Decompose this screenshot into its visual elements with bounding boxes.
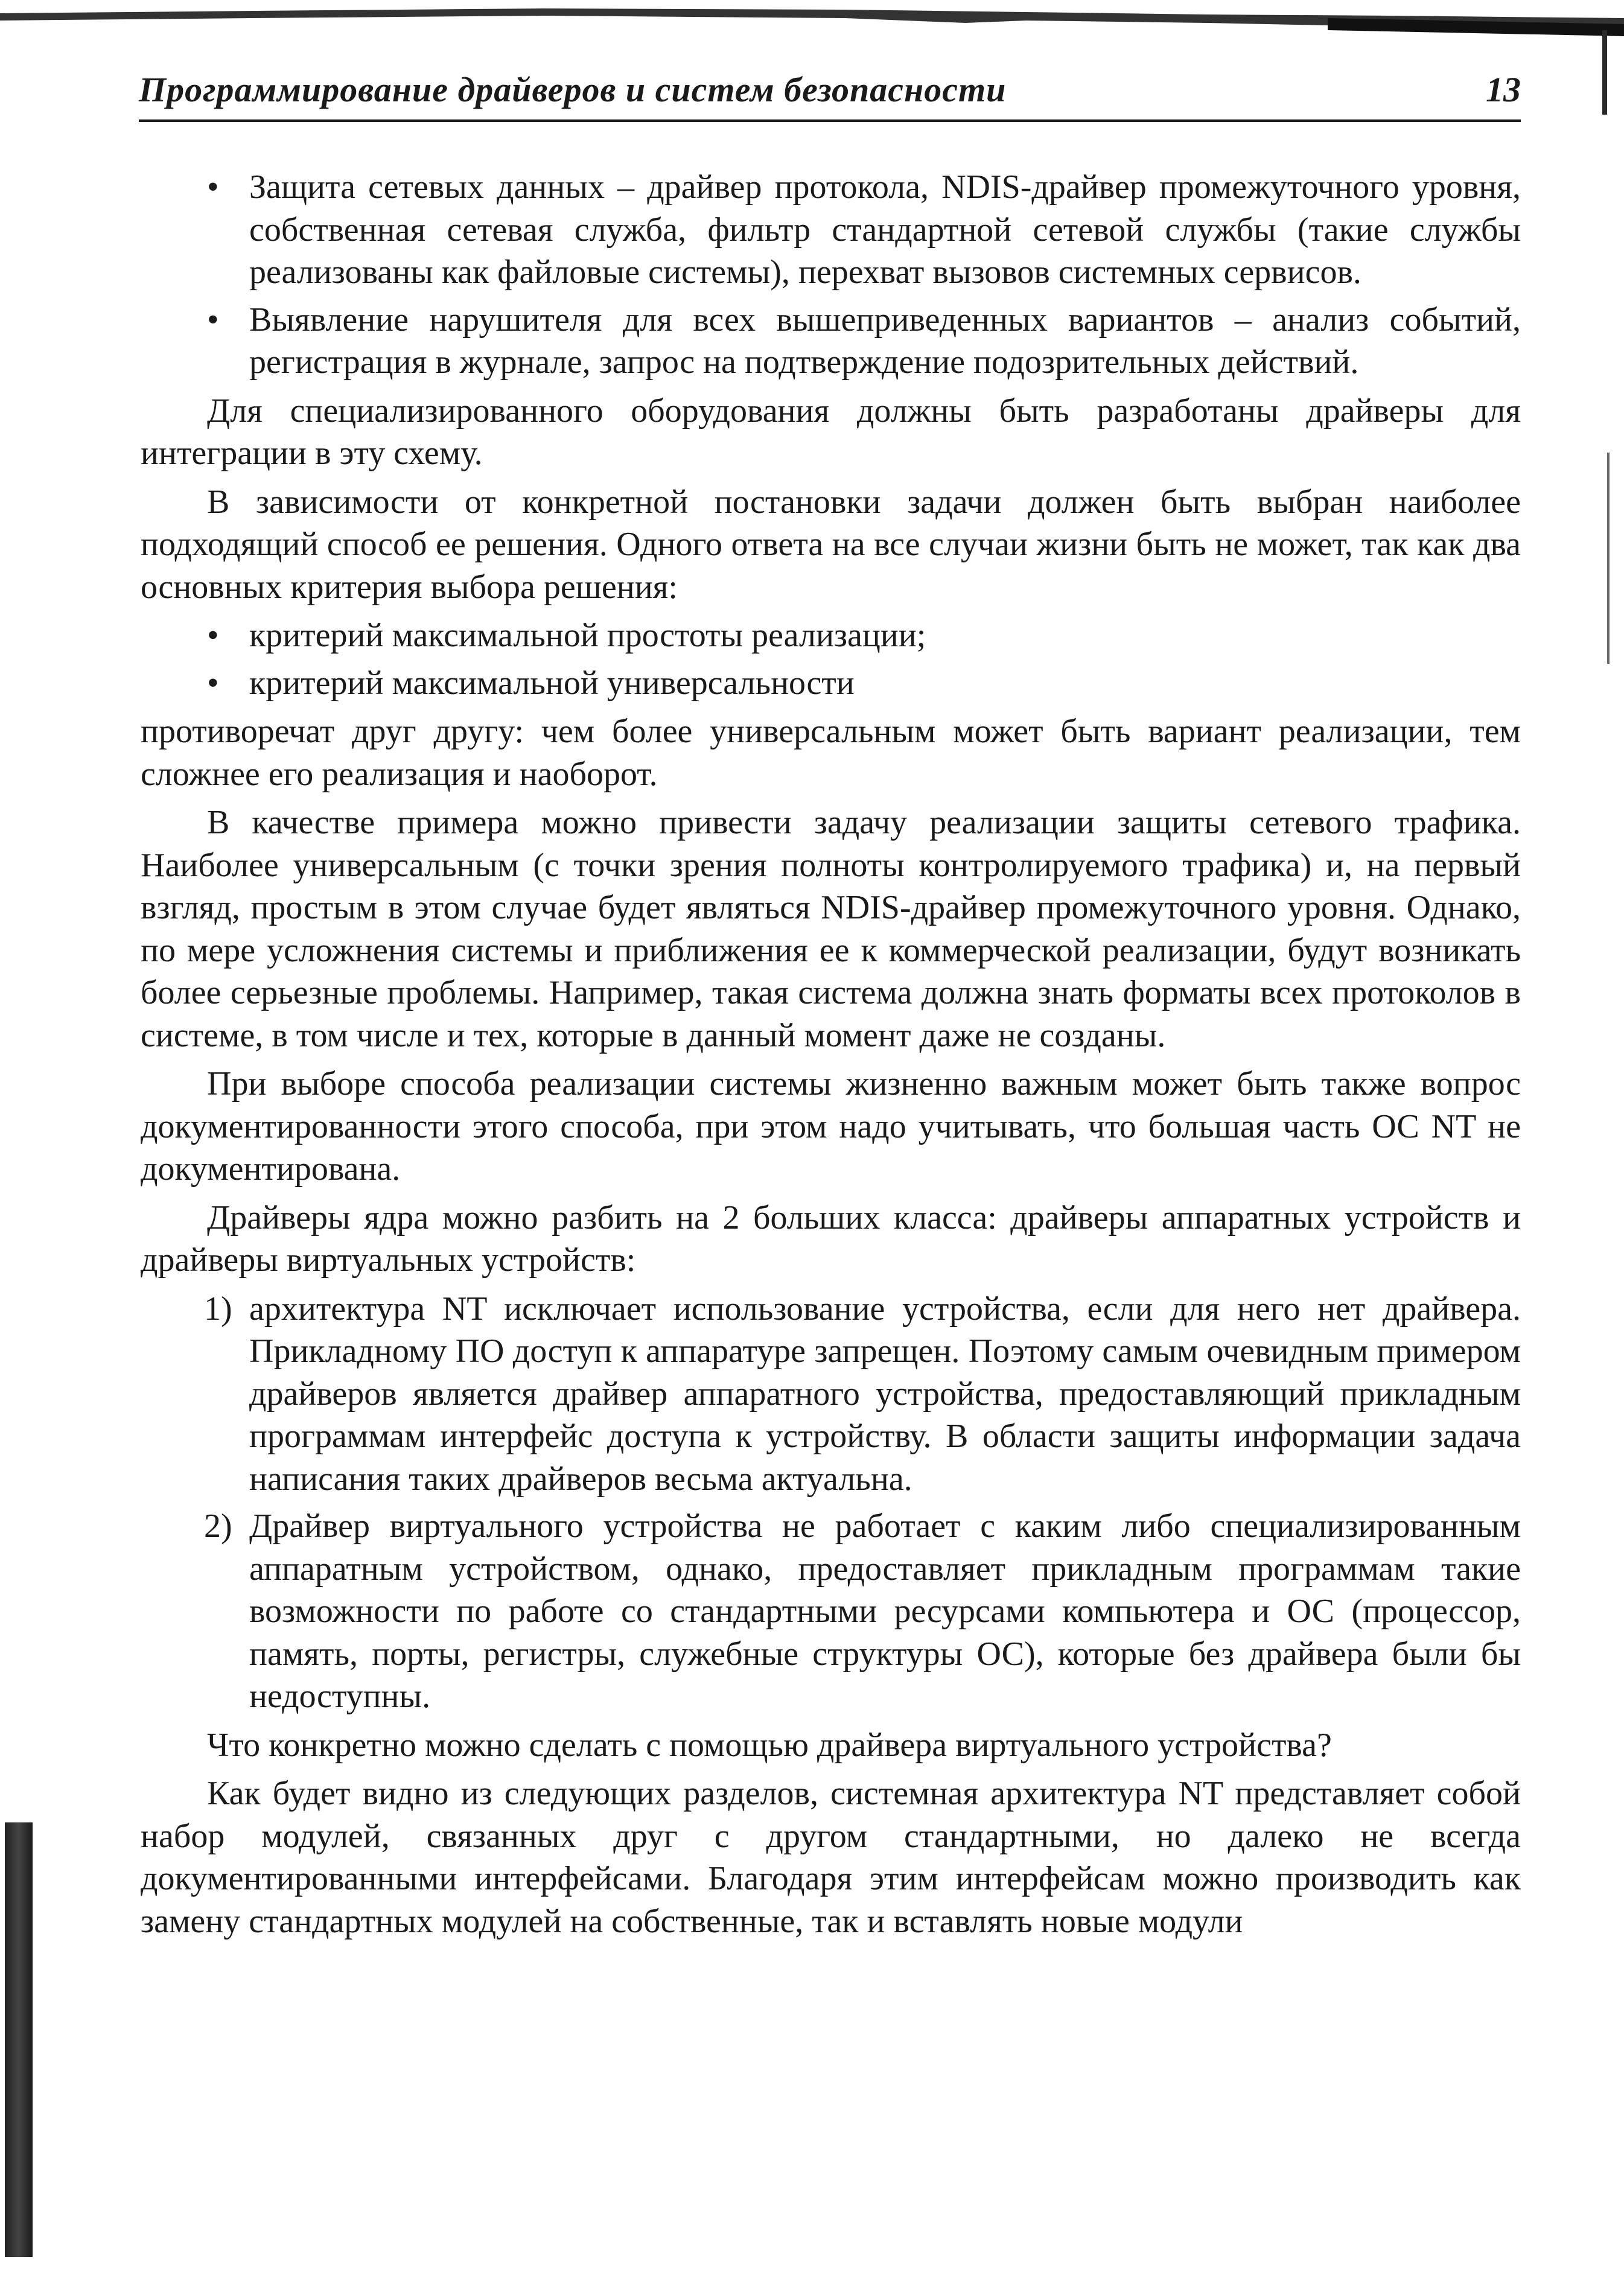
list-item bbox=[141, 1505, 1521, 1718]
scan-edge-top bbox=[0, 0, 1624, 36]
bullet-icon: • bbox=[207, 301, 219, 339]
page-body bbox=[141, 166, 1521, 1949]
list-item-text: критерий максимальной универсальности bbox=[249, 664, 855, 702]
paragraph: В зависимости от конкретной постановки задачи должен быть выбран наиболее подходящий способ ее решения. Одного ответа на все случаи жизни быть не может, так как два основных критерия выбора решения: bbox=[141, 483, 1521, 606]
list-item bbox=[141, 1288, 1521, 1501]
list-item-text: критерий максимальной простоты реализации; bbox=[249, 617, 926, 654]
paragraph: При выборе способа реализации системы жизненно важным может быть также вопрос документированности этого способа, при этом надо учитывать, что большая часть ОС NT не документирована. bbox=[141, 1065, 1521, 1188]
bullet-list-protection bbox=[141, 166, 1521, 384]
paragraph: В качестве примера можно привести задачу реализации защиты сетевого трафика. Наиболее универсальным (с точки зрения полноты контролируемого трафика) и, на первый взгляд, простым в этом случае будет являться NDIS-драйвер промежуточного уровня. Однако, по мере усложнения системы и приближения ее к коммерческой реализации, будут возникать более серьезные проблемы. Например, такая система должна знать форматы всех протоколов в системе, в том числе и тех, которые в данный момент даже не созданы. bbox=[141, 804, 1521, 1054]
list-item bbox=[141, 614, 1521, 657]
bullet-list-criteria bbox=[141, 614, 1521, 704]
scan-edge-right bbox=[1602, 30, 1607, 115]
list-number: 1) bbox=[204, 1290, 232, 1328]
list-item-text: Выявление нарушителя для всех вышеприведенных вариантов – анализ событий, регистрация в журнале, запрос на подтверждение подозрительных действий. bbox=[249, 301, 1521, 381]
numbered-list-driver-classes bbox=[141, 1288, 1521, 1718]
list-item bbox=[141, 166, 1521, 294]
bullet-icon: • bbox=[207, 617, 219, 654]
list-number: 2) bbox=[204, 1507, 232, 1545]
paragraph: Для специализированного оборудования должны быть разработаны драйверы для интеграции в эту схему. bbox=[141, 392, 1521, 472]
running-title: Программирование драйверов и систем безопасности bbox=[139, 70, 1007, 109]
list-item-text: Драйвер виртуального устройства не работает с каким либо специализированным аппаратным устройством, однако, предоставляет прикладным программам такие возможности по работе со стандартными ресурсами компьютера и ОС (процессор, память, порты, регистры, служебные структуры ОС), которые без драйвера были бы недоступны. bbox=[249, 1507, 1521, 1715]
paragraph: Что конкретно можно сделать с помощью драйвера виртуального устройства? bbox=[207, 1726, 1332, 1764]
page-number: 13 bbox=[1486, 70, 1521, 109]
paragraph: противоречат друг другу: чем более универсальным может быть вариант реализации, тем сложнее его реализация и наоборот. bbox=[141, 713, 1521, 793]
scan-edge-right-margin bbox=[1607, 453, 1610, 664]
scan-edge-left bbox=[5, 1822, 33, 2257]
list-item bbox=[141, 662, 1521, 705]
paragraph: Драйверы ядра можно разбить на 2 больших класса: драйверы аппаратных устройств и драйверы виртуальных устройств: bbox=[141, 1198, 1521, 1279]
header-rule bbox=[139, 119, 1521, 122]
list-item-text: архитектура NT исключает использование устройства, если для него нет драйвера. Прикладному ПО доступ к аппаратуре запрещен. Поэтому самым очевидным примером драйверов является драйвер аппаратного устройства, предоставляющий прикладным программам интерфейс доступа к устройству. В области защиты информации задача написания таких драйверов весьма актуальна. bbox=[249, 1290, 1521, 1498]
page-header bbox=[139, 63, 1521, 124]
bullet-icon: • bbox=[207, 664, 219, 702]
paragraph: Как будет видно из следующих разделов, системная архитектура NT представляет собой набор модулей, связанных друг с другом стандартными, но далеко не всегда документированными интерфейсами. Благодаря этим интерфейсам можно производить как замену стандартных модулей на собственные, так и вставлять новые модули bbox=[141, 1775, 1521, 1940]
list-item bbox=[141, 299, 1521, 384]
bullet-icon: • bbox=[207, 168, 219, 206]
list-item-text: Защита сетевых данных – драйвер протокола, NDIS-драйвер промежуточного уровня, собственная сетевая служба, фильтр стандартной сетевой службы (такие службы реализованы как файловые системы), перехват вызовов системных сервисов. bbox=[249, 168, 1521, 291]
